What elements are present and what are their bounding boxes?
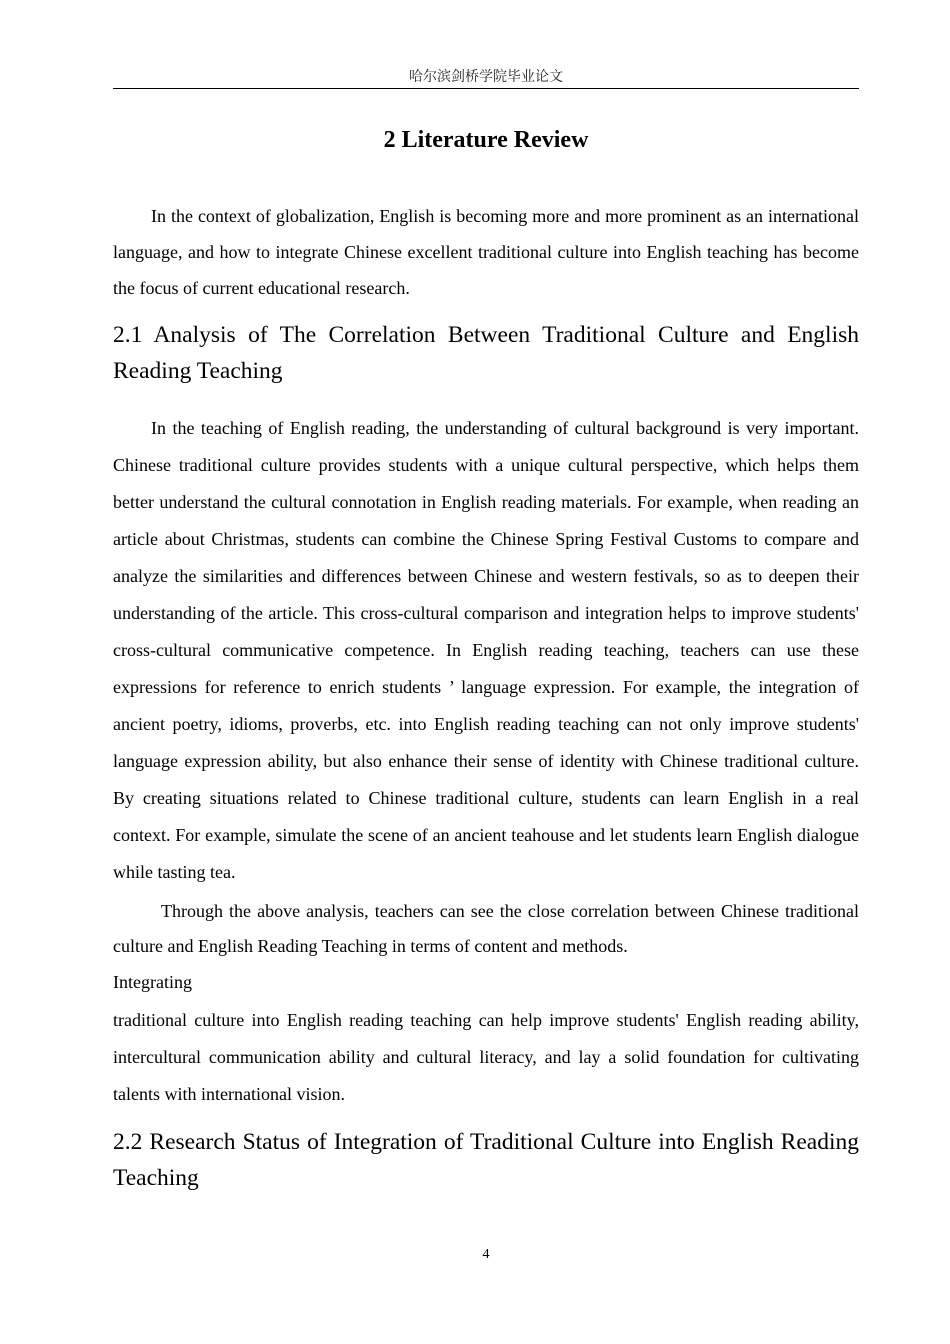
header-rule (113, 88, 859, 89)
section-2-2-heading: 2.2 Research Status of Integration of Traditional Culture into English Reading Teaching (113, 1129, 859, 1191)
section-2-1-paragraph-2: Through the above analysis, teachers can see the close correlation between Chinese traditional culture and English Reading Teaching in terms of content and methods. (113, 901, 859, 956)
section-2-1-paragraph-1: In the teaching of English reading, the understanding of cultural background is very important. Chinese traditional culture provides students with a unique cultural perspective, which helps them better understand the cultural connotation in English reading materials. For example, when reading an article about Christmas, students can combine the Chinese Spring Festival Customs to compare and analyze the similarities and differences between Chinese and western festivals, so as to deepen their understanding of the article. This cross-cultural comparison and integration helps to improve students' cross-cultural communicative competence. In English reading teaching, teachers can use these expressions for reference to enrich students ’ language expression. For example, the integration of ancient poetry, idioms, proverbs, etc. into English reading teaching can not only improve students' language expression ability, but also enhance their sense of identity with Chinese traditional culture. By creating situations related to Chinese traditional culture, students can learn English in a real context. For example, simulate the scene of an ancient teahouse and let students learn English dialogue while tasting tea. (113, 418, 859, 882)
section-2-1-heading: 2.1 Analysis of The Correlation Between Traditional Culture and English Reading Teaching (113, 322, 859, 384)
section-2-1-lone-line: Integrating (113, 972, 192, 992)
page-number: 4 (482, 1247, 490, 1262)
running-header: 哈尔滨剑桥学院毕业论文 (409, 69, 563, 85)
section-2-1-paragraph-3: traditional culture into English reading teaching can help improve students' English reading ability, intercultural communication ability and cultural literacy, and lay a solid foundation for cultivating talents with international vision. (113, 1010, 859, 1104)
chapter-title: 2 Literature Review (383, 127, 589, 153)
page-content (113, 122, 859, 1196)
intro-paragraph: In the context of globalization, English is becoming more and more prominent as an international language, and how to integrate Chinese excellent traditional culture into English teaching has become the focus of current educational research. (113, 206, 859, 298)
